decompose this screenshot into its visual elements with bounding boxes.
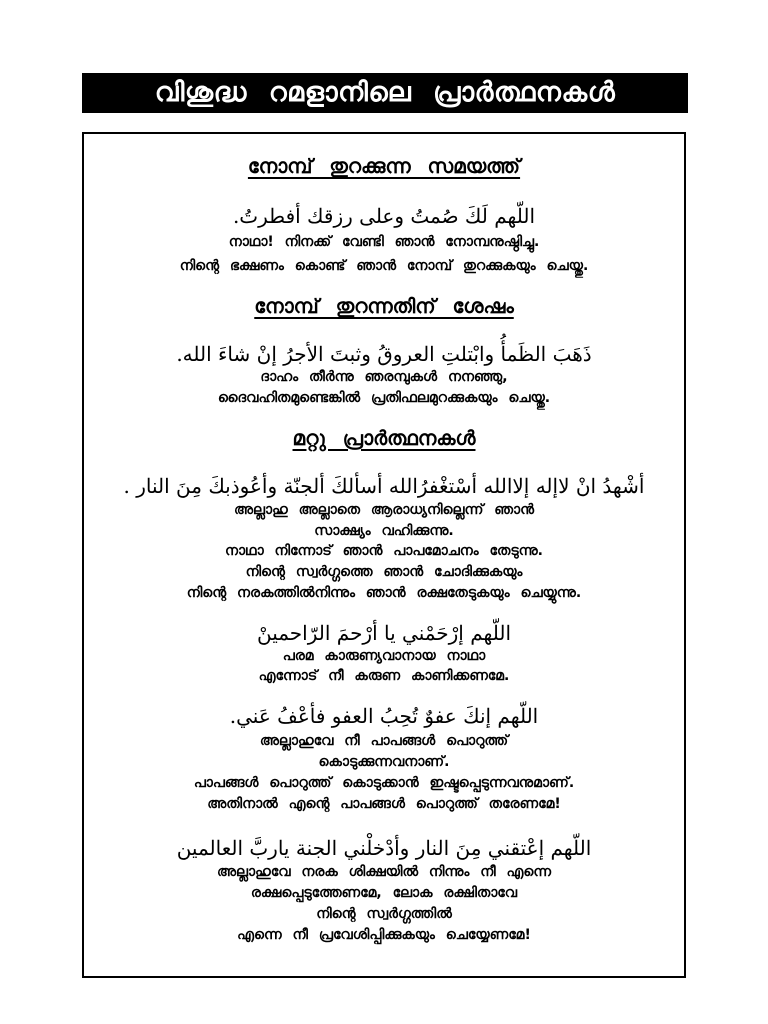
dua-translation-line: നാഥാ! നിനക്ക് വേണ്ടി ഞാൻ നോമ്പനുഷ്ഠിച്ചു.	[228, 234, 540, 250]
dua-translation-line: അല്ലാഹു അല്ലാതെ ആരാധ്യനില്ലെന്ന് ഞാൻ	[233, 502, 535, 518]
dua-translation-line: ദൈവഹിതമുണ്ടെങ്കിൽ പ്രതിഫലമുറക്കുകയും ചെയ്തു.	[217, 390, 551, 406]
dua-translation-line: പരമ കാരുണ്യവാനായ നാഥാ	[282, 648, 486, 664]
page-title: വിശുദ്ധ റമളാനിലെ പ്രാർത്ഥനകൾ	[154, 77, 616, 108]
arabic-dua-iftar: اللّهم لَكَ صُمتُ وعلى رزقك أفطرتُ.	[232, 204, 536, 228]
dua-translation-line: നിന്റെ സ്വർഗ്ഗത്തെ ഞാൻ ചോദിക്കുകയും	[245, 564, 523, 580]
section-heading-after-iftar: നോമ്പ് തുറന്നതിന് ശേഷം	[254, 294, 514, 318]
dua-translation-line: കൊടുക്കുന്നവനാണ്.	[318, 754, 450, 770]
prayer-frame	[82, 132, 686, 978]
arabic-dua-shahada: أشْهدُ انْ لاإله إلاالله أسْتغْفرُالله أسألكَ ألجنّة وأعُوذبكَ مِنَ النار .	[123, 474, 645, 498]
dua-translation-line: അതിനാൽ എന്റെ പാപങ്ങൾ പൊറുത്ത് തരേണമേ!	[207, 796, 561, 812]
arabic-dua-mercy: اللّهم إرْحَمْني يا أرْحمَ الرّاحمينْ	[256, 621, 512, 645]
dua-translation-line: എന്നോട് നീ കരുണ കാണിക്കണമേ.	[258, 668, 510, 684]
section-heading-other-duas: മറ്റു പ്രാർത്ഥനകൾ	[292, 426, 476, 450]
dua-translation-line: ദാഹം തീർന്നു ഞരമ്പുകൾ നനഞ്ഞു,	[260, 369, 508, 385]
page-title-bar	[82, 73, 688, 113]
arabic-dua-after-iftar: ذَهَبَ الظَمأُ وابْتلتِ العروقُ وثبتَ الأجرُ إنْ شاءَ الله.	[176, 342, 592, 366]
dua-translation-line: രക്ഷപ്പെടുത്തേണമേ, ലോക രക്ഷിതാവേ	[250, 885, 518, 901]
dua-translation-line: നിന്റെ നരകത്തിൽനിന്നും ഞാൻ രക്ഷതേടുകയും ചെയ്യുന്നു.	[186, 585, 582, 601]
dua-translation-line: നിന്റെ ഭക്ഷണം കൊണ്ട് ഞാൻ നോമ്പ് തുറക്കുകയും ചെയ്തു.	[179, 258, 589, 274]
section-heading-iftar: നോമ്പ് തുറക്കുന്ന സമയത്ത്	[247, 154, 521, 178]
dua-translation-line: നാഥാ നിന്നോട് ഞാൻ പാപമോചനം തേടുന്നു.	[224, 543, 543, 559]
dua-translation-line: അല്ലാഹുവേ നീ പാപങ്ങൾ പൊറുത്ത്	[259, 733, 509, 749]
dua-translation-line: അല്ലാഹുവേ നരക ശിക്ഷയിൽ നിന്നും നീ എന്നെ	[216, 864, 552, 880]
arabic-dua-jannah: اللّهم إعْتقني مِنَ النار وأدْخلْني الجنة ياربَّ العالمين	[176, 836, 592, 860]
dua-translation-line: പാപങ്ങൾ പൊറുത്ത് കൊടുക്കാൻ ഇഷ്ടപ്പെടുന്നവനുമാണ്.	[193, 775, 575, 791]
dua-translation-line: സാക്ഷ്യം വഹിക്കുന്നു.	[314, 523, 454, 539]
arabic-dua-forgiveness: اللّهم إنكَ عفوٌ تُحِبُ العفو فأعْفُ عَني.	[229, 704, 539, 728]
dua-translation-line: എന്നെ നീ പ്രവേശിപ്പിക്കുകയും ചെയ്യേണമേ!	[237, 927, 531, 943]
dua-translation-line: നിന്റെ സ്വർഗ്ഗത്തിൽ	[316, 906, 452, 922]
